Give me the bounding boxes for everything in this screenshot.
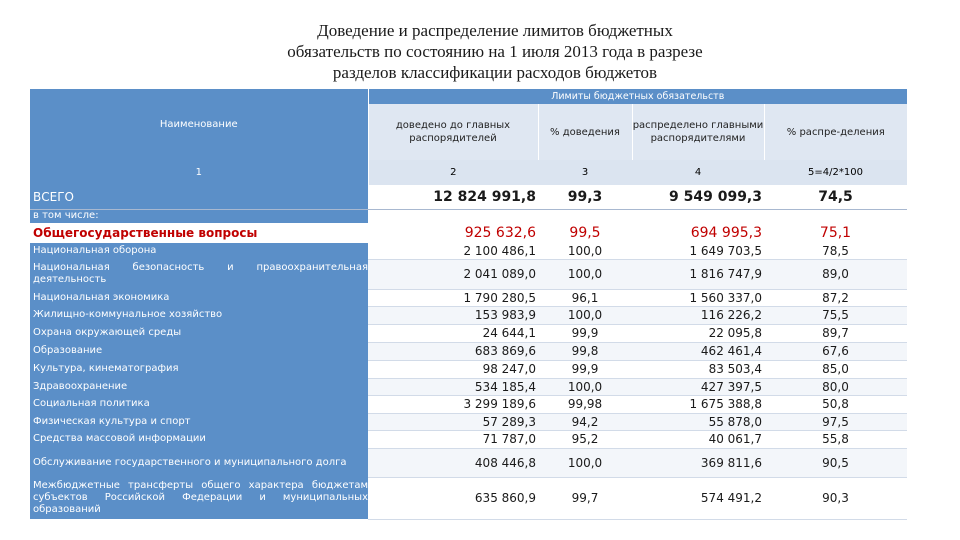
row-brought: 1 790 280,5 <box>368 289 538 306</box>
row-distributed: 1 560 337,0 <box>632 289 764 306</box>
title-line-2: обязательств по состоянию на 1 июля 2013 года в разрезе <box>287 42 703 61</box>
row-name: Социальная политика <box>30 395 368 413</box>
table-row <box>30 395 907 413</box>
row-brought: 635 860,9 <box>368 477 538 519</box>
row-distributed-pct: 67,6 <box>764 342 907 360</box>
total-brought: 12 824 991,8 <box>368 185 538 209</box>
row-distributed-pct: 90,3 <box>764 477 907 519</box>
row-brought: 2 100 486,1 <box>368 243 538 259</box>
row-distributed-pct: 55,8 <box>764 430 907 448</box>
row-distributed-pct: 85,0 <box>764 360 907 378</box>
column-number-1: 1 <box>30 160 368 185</box>
row-distributed: 1 649 703,5 <box>632 243 764 259</box>
title-line-1: Доведение и распределение лимитов бюджетных <box>317 21 673 40</box>
row-name: Национальная оборона <box>30 243 368 259</box>
row-distributed: 40 061,7 <box>632 430 764 448</box>
row-brought: 3 299 189,6 <box>368 395 538 413</box>
row-distributed-pct: 75,5 <box>764 306 907 324</box>
row-name: Национальная экономика <box>30 289 368 306</box>
table-row <box>30 306 907 324</box>
column-number-4: 4 <box>632 160 764 185</box>
row-brought-pct: 96,1 <box>538 289 632 306</box>
budget-limits-table <box>30 89 907 520</box>
row-distributed: 116 226,2 <box>632 306 764 324</box>
row-name: Средства массовой информации <box>30 430 368 448</box>
row-distributed-pct: 78,5 <box>764 243 907 259</box>
row-brought-pct: 94,2 <box>538 413 632 430</box>
row-name: Образование <box>30 342 368 360</box>
row-name: Культура, кинематография <box>30 360 368 378</box>
row-brought-pct: 95,2 <box>538 430 632 448</box>
column-number-2: 2 <box>368 160 538 185</box>
row-brought-pct: 100,0 <box>538 306 632 324</box>
row-brought: 534 185,4 <box>368 378 538 395</box>
total-name: ВСЕГО <box>30 185 368 209</box>
header-row-limits <box>30 89 907 104</box>
row-name: Охрана окружающей среды <box>30 324 368 342</box>
table-row <box>30 342 907 360</box>
row-brought-pct: 100,0 <box>538 378 632 395</box>
total-distributed: 9 549 099,3 <box>632 185 764 209</box>
row-name: Физическая культура и спорт <box>30 413 368 430</box>
row-distributed: 83 503,4 <box>632 360 764 378</box>
row-distributed: 369 811,6 <box>632 448 764 477</box>
highlight-distributed: 694 995,3 <box>690 225 762 241</box>
row-distributed-pct: 50,8 <box>764 395 907 413</box>
row-name: Межбюджетные трансферты общего характера бюджетам субъектов Российской Федерации и муниципальных образований <box>30 477 368 519</box>
header-name: Наименование <box>30 89 368 160</box>
row-distributed-pct: 89,7 <box>764 324 907 342</box>
row-brought-pct: 100,0 <box>538 448 632 477</box>
row-distributed: 22 095,8 <box>632 324 764 342</box>
row-brought-pct: 99,7 <box>538 477 632 519</box>
row-brought-pct: 100,0 <box>538 259 632 289</box>
row-name: Здравоохранение <box>30 378 368 395</box>
row-brought: 24 644,1 <box>368 324 538 342</box>
column-number-3: 3 <box>538 160 632 185</box>
including-label: в том числе: <box>30 209 368 223</box>
row-brought: 408 446,8 <box>368 448 538 477</box>
row-brought-pct: 99,8 <box>538 342 632 360</box>
row-name: Жилищно-коммунальное хозяйство <box>30 306 368 324</box>
column-numbers-row <box>30 160 907 185</box>
row-distributed: 1 816 747,9 <box>632 259 764 289</box>
header-distributed: распределено главными распорядителями <box>632 104 764 160</box>
highlight-brought: 925 632,6 <box>464 225 536 241</box>
row-distributed: 1 675 388,8 <box>632 395 764 413</box>
header-distributed-pct: % распре-деления <box>764 104 907 160</box>
row-distributed: 462 461,4 <box>632 342 764 360</box>
table-row <box>30 289 907 306</box>
table-row <box>30 413 907 430</box>
row-brought-pct: 99,9 <box>538 360 632 378</box>
row-brought: 153 983,9 <box>368 306 538 324</box>
row-distributed-pct: 89,0 <box>764 259 907 289</box>
row-name: Национальная безопасность и правоохранительная деятельность <box>30 259 368 289</box>
row-brought: 98 247,0 <box>368 360 538 378</box>
row-brought-pct: 100,0 <box>538 243 632 259</box>
row-distributed: 427 397,5 <box>632 378 764 395</box>
highlight-name: Общегосударственные вопросы <box>30 223 368 243</box>
row-brought: 71 787,0 <box>368 430 538 448</box>
including-row <box>30 209 907 223</box>
total-row <box>30 185 907 209</box>
row-distributed-pct: 97,5 <box>764 413 907 430</box>
row-brought-pct: 99,9 <box>538 324 632 342</box>
row-brought: 57 289,3 <box>368 413 538 430</box>
table-row <box>30 324 907 342</box>
total-brought-pct: 99,3 <box>538 185 632 209</box>
row-distributed: 55 878,0 <box>632 413 764 430</box>
row-name: Обслуживание государственного и муниципального долга <box>30 448 368 477</box>
row-distributed-pct: 90,5 <box>764 448 907 477</box>
row-distributed: 574 491,2 <box>632 477 764 519</box>
column-number-5: 5=4/2*100 <box>764 160 907 185</box>
table-row <box>30 430 907 448</box>
row-distributed-pct: 80,0 <box>764 378 907 395</box>
row-brought-pct: 99,98 <box>538 395 632 413</box>
total-distributed-pct: 74,5 <box>764 185 907 209</box>
header-brought: доведено до главных распорядителей <box>368 104 538 160</box>
title-line-3: разделов классификации расходов бюджетов <box>332 63 658 82</box>
table-row <box>30 243 907 259</box>
highlight-row <box>30 223 907 243</box>
page-title <box>0 20 960 83</box>
table-row <box>30 477 907 519</box>
row-distributed-pct: 87,2 <box>764 289 907 306</box>
header-limits-group: Лимиты бюджетных обязательств <box>368 89 907 104</box>
table-row <box>30 360 907 378</box>
highlight-distributed-pct: 75,1 <box>819 225 852 241</box>
header-brought-pct: % доведения <box>538 104 632 160</box>
row-brought: 683 869,6 <box>368 342 538 360</box>
table-row <box>30 448 907 477</box>
highlight-brought-pct: 99,5 <box>569 225 601 241</box>
row-brought: 2 041 089,0 <box>368 259 538 289</box>
table-row <box>30 378 907 395</box>
table-row <box>30 259 907 289</box>
